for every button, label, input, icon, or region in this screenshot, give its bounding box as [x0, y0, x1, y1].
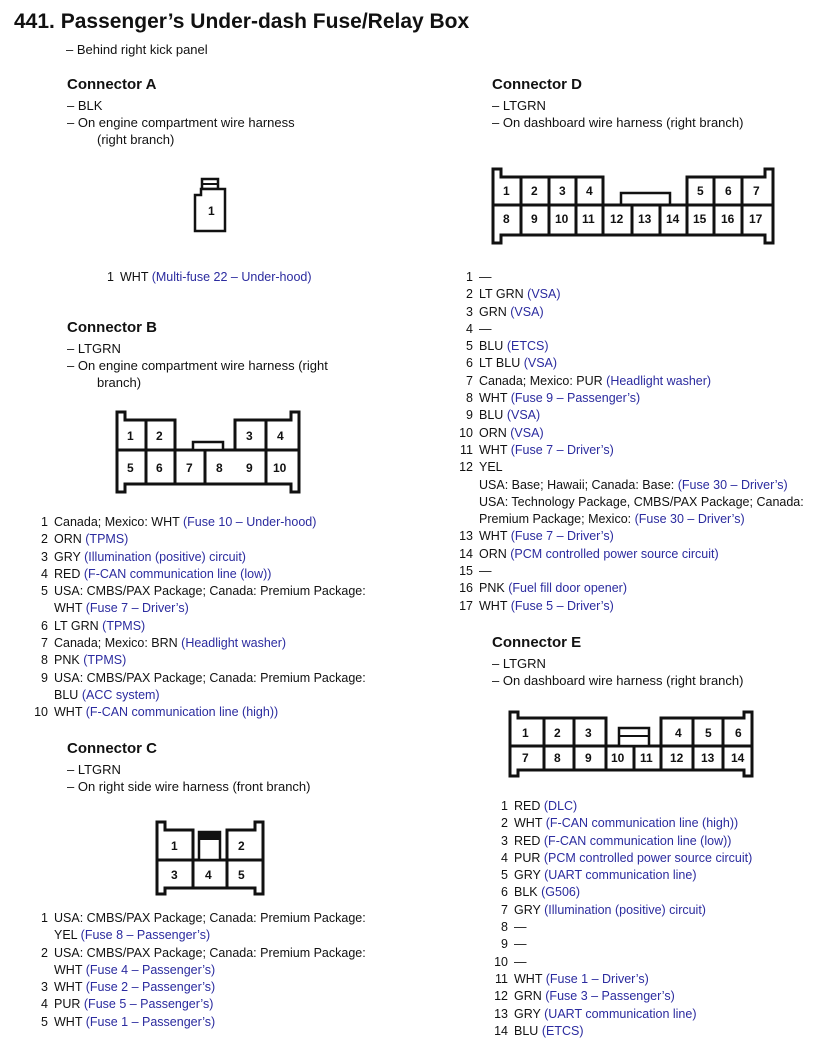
- cavity-label: 7: [186, 461, 193, 475]
- cavity-label: 9: [585, 751, 592, 765]
- cavity-label: 12: [670, 751, 684, 765]
- pin-row: 13 GRY (UART communication line): [494, 1006, 697, 1021]
- pin-row: 8 WHT (Fuse 9 – Passenger’s): [466, 391, 641, 406]
- cavity-label: 8: [554, 751, 561, 765]
- connector-a-title: Connector A: [67, 76, 157, 93]
- pin-row: 15 —: [459, 564, 492, 579]
- connector-e-location: – On dashboard wire harness (right branch): [492, 673, 744, 688]
- connector-b-location: – On engine compartment wire harness (right: [67, 358, 328, 373]
- cavity-label: 4: [277, 429, 284, 443]
- pin-row: 6 LT BLU (VSA): [466, 356, 558, 371]
- pin-row: 12 GRN (Fuse 3 – Passenger’s): [494, 989, 675, 1004]
- cavity-label: 13: [701, 751, 715, 765]
- pin-row: 5 WHT (Fuse 1 – Passenger’s): [41, 1014, 216, 1029]
- cavity-label: 7: [753, 184, 760, 198]
- cavity-label: 5: [127, 461, 134, 475]
- pin-row: 1 Canada; Mexico: WHT (Fuse 10 – Under-hood): [41, 515, 317, 529]
- cavity-label: 3: [171, 868, 178, 882]
- connector-b-color: – LTGRN: [67, 341, 121, 356]
- pin-row: 8 —: [501, 920, 527, 935]
- page-title: 441. Passenger’s Under-dash Fuse/Relay Box: [14, 10, 470, 33]
- connector-b-title: Connector B: [67, 319, 157, 336]
- cavity-label: 10: [273, 461, 287, 475]
- connector-e-section: [492, 634, 743, 689]
- connector-e-description: [492, 655, 743, 689]
- connector-b-pin-list: [30, 514, 366, 722]
- cavity-label: 2: [238, 839, 245, 853]
- cavity-label: 5: [705, 726, 712, 740]
- pin-row: 4 —: [466, 321, 492, 336]
- pin-row: 9 —: [501, 937, 527, 952]
- pin-row: 16 PNK (Fuel fill door opener): [459, 581, 627, 596]
- pin-row: 3 RED (F-CAN communication line (low)): [501, 833, 732, 848]
- page-subtitle: – Behind right kick panel: [66, 42, 208, 57]
- pin-row: 4 PUR (PCM controlled power source circuit): [501, 850, 753, 865]
- cavity-label: 14: [666, 212, 680, 226]
- connector-c-title: Connector C: [67, 740, 157, 757]
- pin-row: 10 ORN (VSA): [459, 425, 544, 440]
- cavity-label: 13: [638, 212, 652, 226]
- cavity-label: 15: [693, 212, 707, 226]
- connector-b-section: [67, 319, 328, 391]
- pin-row: 6 LT GRN (TPMS): [41, 618, 146, 633]
- connector-d-color: – LTGRN: [492, 98, 546, 113]
- connector-b-location-cont: branch): [97, 375, 142, 390]
- cavity-label: 9: [531, 212, 538, 226]
- connector-d-pin-list: [455, 269, 804, 615]
- cavity-label: 2: [156, 429, 163, 443]
- pin-row: 10 WHT (F-CAN communication line (high)): [34, 705, 279, 720]
- connector-a-description: [67, 97, 295, 148]
- cavity-label: 11: [640, 751, 653, 765]
- pin-row: 5 GRY (UART communication line): [501, 868, 697, 883]
- pin-row: 9 BLU (VSA): [466, 408, 541, 423]
- pin-row: 4 RED (F-CAN communication line (low)): [41, 566, 272, 581]
- cavity-label: 3: [585, 726, 592, 740]
- cavity-label: 1: [171, 839, 178, 853]
- connector-c-location: – On right side wire harness (front branch): [67, 779, 311, 794]
- cavity-label: 3: [246, 429, 253, 443]
- pin-row: 11 WHT (Fuse 7 – Driver’s): [460, 442, 614, 457]
- connector-c-description: [67, 761, 311, 795]
- cavity-label: 10: [611, 751, 625, 765]
- connector-e-pin-list: [490, 798, 752, 1040]
- connector-a-color: – BLK: [67, 98, 103, 113]
- cavity-label: 4: [586, 184, 593, 198]
- connector-b-diagram: [113, 408, 305, 501]
- cavity-label: 6: [735, 726, 742, 740]
- connector-e-color: – LTGRN: [492, 656, 546, 671]
- cavity-label: 12: [610, 212, 624, 226]
- cavity-label: 1: [522, 726, 529, 740]
- connector-c-pin-list: [30, 910, 366, 1031]
- pin-row: 1 WHT (Multi-fuse 22 – Under-hood): [107, 270, 312, 284]
- connector-a-section: [67, 76, 295, 148]
- connector-d-location: – On dashboard wire harness (right branch): [492, 115, 744, 130]
- connector-d-section: [492, 76, 743, 131]
- pin-row: 6 BLK (G506): [501, 885, 581, 900]
- cavity-label: 10: [555, 212, 569, 226]
- connector-c-color: – LTGRN: [67, 762, 121, 777]
- connector-d-diagram: [489, 165, 777, 252]
- cavity-label: 9: [246, 461, 253, 475]
- pin-row: 3 GRN (VSA): [466, 304, 544, 319]
- pin-row: 2 LT GRN (VSA): [466, 287, 561, 302]
- pin-row: 17 WHT (Fuse 5 – Driver’s): [459, 598, 614, 613]
- cavity-label: 8: [503, 212, 510, 226]
- pin-row: 7 Canada; Mexico: BRN (Headlight washer): [41, 636, 287, 651]
- pin-row: 1 —: [466, 270, 492, 284]
- connector-e-diagram: [506, 708, 760, 783]
- pin-row: 1 RED (DLC): [501, 799, 578, 813]
- pin-row: 5 BLU (ETCS): [466, 339, 549, 354]
- pin-row: 9 USA: CMBS/PAX Package; Canada: Premium Package: BLU (ACC system): [41, 670, 366, 702]
- pin-row: 10 —: [494, 954, 527, 969]
- cavity-label: 1: [503, 184, 510, 198]
- cavity-label: 2: [531, 184, 538, 198]
- connector-a-location-cont: (right branch): [97, 132, 175, 147]
- pin-row: 13 WHT (Fuse 7 – Driver’s): [459, 529, 614, 544]
- cavity-label: 6: [156, 461, 163, 475]
- pin-row: 8 PNK (TPMS): [41, 653, 127, 668]
- pin-row: 2 ORN (TPMS): [41, 532, 129, 547]
- pin-row: 7 Canada; Mexico: PUR (Headlight washer): [466, 373, 712, 388]
- pin-row: 5 USA: CMBS/PAX Package; Canada: Premium Package: WHT (Fuse 7 – Driver’s): [41, 584, 366, 616]
- cavity-label: 4: [205, 868, 212, 882]
- connector-a-diagram: [185, 175, 235, 240]
- connector-a-pin-list: [96, 269, 312, 286]
- cavity-label: 14: [731, 751, 745, 765]
- connector-c-section: [67, 740, 311, 795]
- cavity-label: 5: [238, 868, 245, 882]
- connector-e-title: Connector E: [492, 634, 582, 651]
- pin-row: 4 PUR (Fuse 5 – Passenger’s): [41, 997, 214, 1012]
- cavity-label: 5: [697, 184, 704, 198]
- pin-row: 12 YEL USA: Base; Hawaii; Canada: Base: (Fuse 30 – Driver’s) USA: Technology Package, CMBS/PAX Package; Canada: Premium Package; Mexico: (Fuse 30 – Driver’s): [459, 460, 804, 527]
- pin-row: 1 USA: CMBS/PAX Package; Canada: Premium Package: YEL (Fuse 8 – Passenger’s): [41, 911, 366, 943]
- pin-row: 14 ORN (PCM controlled power source circuit): [459, 546, 719, 561]
- connector-d-description: [492, 97, 743, 131]
- connector-c-diagram: [153, 818, 267, 901]
- pin-row: 14 BLU (ETCS): [494, 1023, 584, 1038]
- cavity-label: 4: [675, 726, 682, 740]
- connector-d-title: Connector D: [492, 76, 582, 93]
- cavity-label: 3: [559, 184, 566, 198]
- pin-row: 3 GRY (Illumination (positive) circuit): [41, 549, 246, 564]
- pin-row: 2 WHT (F-CAN communication line (high)): [501, 816, 739, 831]
- cavity-label: 8: [216, 461, 223, 475]
- cavity-label: 7: [522, 751, 529, 765]
- pin-row: 2 USA: CMBS/PAX Package; Canada: Premium Package: WHT (Fuse 4 – Passenger’s): [41, 945, 366, 977]
- pin-row: 11 WHT (Fuse 1 – Driver’s): [495, 971, 649, 986]
- connector-a-location: – On engine compartment wire harness: [67, 115, 295, 130]
- connector-b-description: [67, 340, 328, 391]
- cavity-label: 11: [582, 212, 595, 226]
- cavity-label: 6: [725, 184, 732, 198]
- cavity-label: 17: [749, 212, 763, 226]
- cavity-label: 1: [208, 204, 215, 218]
- pin-row: 3 WHT (Fuse 2 – Passenger’s): [41, 980, 216, 995]
- pin-row: 7 GRY (Illumination (positive) circuit): [501, 902, 706, 917]
- cavity-label: 1: [127, 429, 134, 443]
- cavity-label: 16: [721, 212, 735, 226]
- cavity-label: 2: [554, 726, 561, 740]
